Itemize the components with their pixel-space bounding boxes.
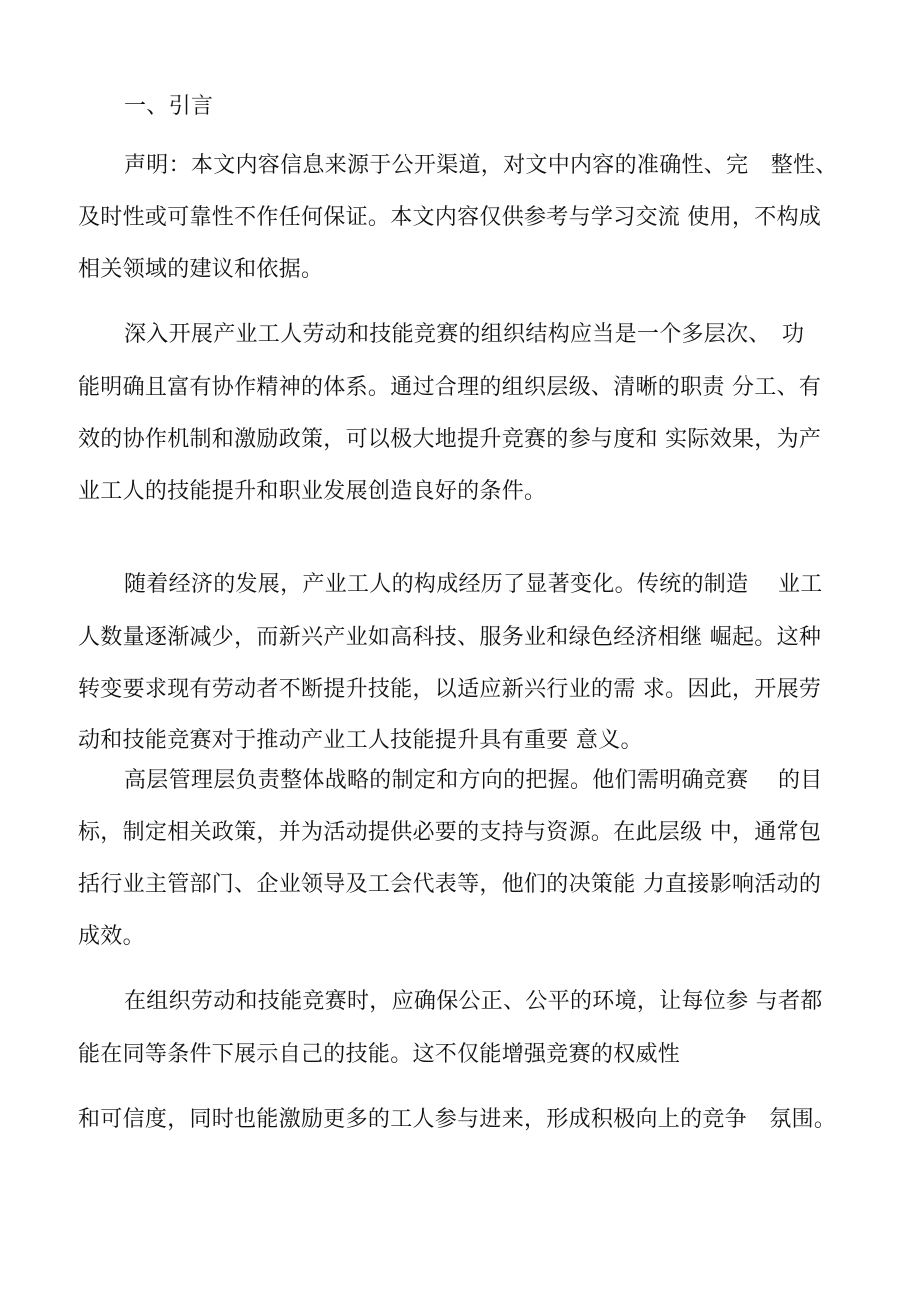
paragraph-line: 声明：本文内容信息来源于公开渠道，对文中内容的准确性、完 整性、: [124, 153, 838, 178]
paragraph-line: 高层管理层负责整体战略的制定和方向的把握。他们需明确竞赛 的目: [124, 768, 823, 793]
paragraph-line: 和可信度，同时也能激励更多的工人参与进来，形成积极向上的竞争 氛围。: [78, 1107, 837, 1132]
paragraph-line: 成效。: [78, 924, 145, 949]
paragraph-line: 转变要求现有劳动者不断提升技能，以适应新兴行业的需 求。因此，开展劳: [78, 677, 822, 702]
paragraph-line: 能明确且富有协作精神的体系。通过合理的组织层级、清晰的职责 分工、有: [78, 375, 822, 400]
paragraph-line: 人数量逐渐减少，而新兴产业如高科技、服务业和绿色经济相继 崛起。这种: [78, 625, 822, 650]
paragraph-line: 动和技能竞赛对于推动产业工人技能提升具有重要 意义。: [78, 728, 643, 753]
paragraph-line: 标，制定相关政策，并为活动提供必要的支持与资源。在此层级 中，通常包: [78, 820, 822, 845]
paragraph-line: 随着经济的发展，产业工人的构成经历了显著变化。传统的制造 业工: [124, 572, 823, 597]
paragraph-line: 及时性或可靠性不作任何保证。本文内容仅供参考与学习交流 使用，不构成: [78, 205, 822, 230]
paragraph-line: 在组织劳动和技能竞赛时，应确保公正、公平的环境，让每位参 与者都: [124, 989, 823, 1014]
paragraph-line: 相关领域的建议和依据。: [78, 257, 324, 282]
paragraph-line: 括行业主管部门、企业领导及工会代表等，他们的决策能 力直接影响活动的: [78, 872, 822, 897]
paragraph-line: 深入开展产业工人劳动和技能竞赛的组织结构应当是一个多层次、 功: [124, 322, 805, 347]
paragraph-line: 能在同等条件下展示自己的技能。这不仅能增强竞赛的权威性: [78, 1042, 681, 1067]
paragraph-line: 业工人的技能提升和职业发展创造良好的条件。: [78, 479, 547, 504]
section-heading: 一、引言: [124, 94, 214, 119]
paragraph-line: 效的协作机制和激励政策，可以极大地提升竞赛的参与度和 实际效果，为产: [78, 427, 822, 452]
